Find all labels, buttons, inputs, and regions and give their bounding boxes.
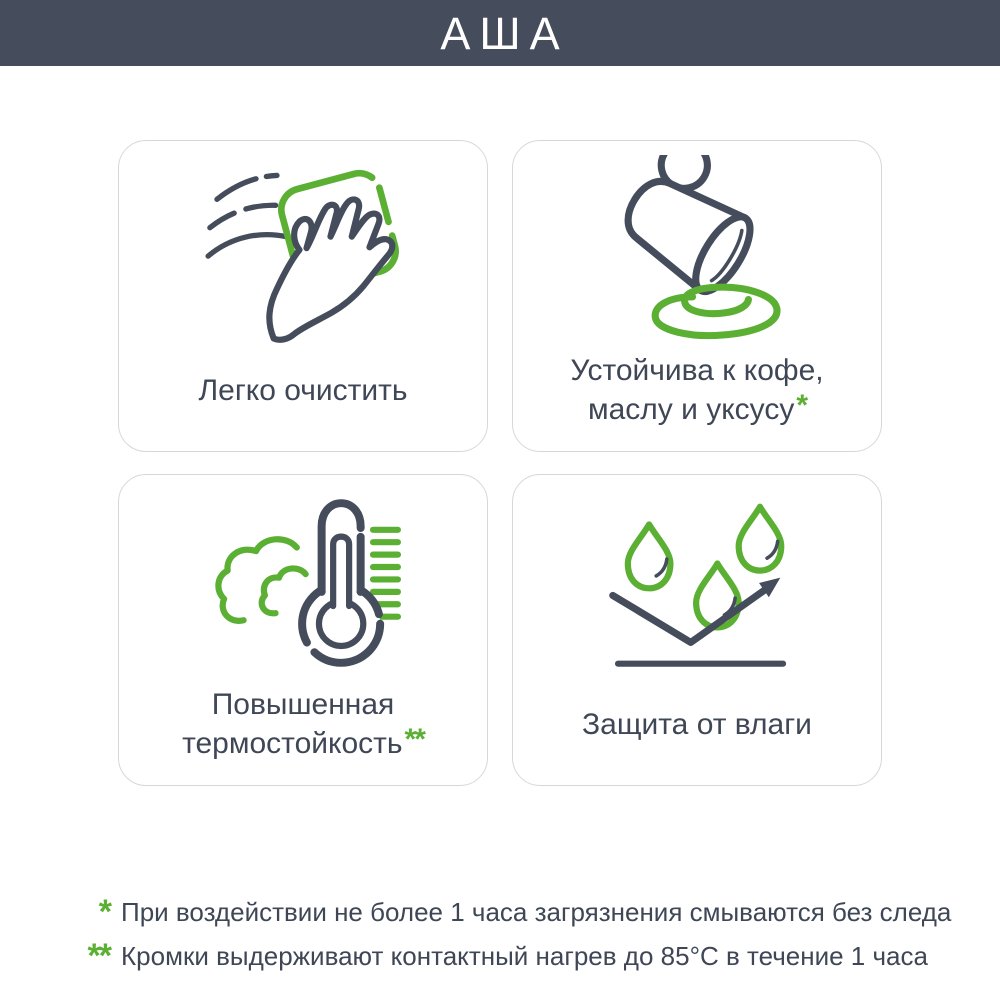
footnote-1-marker: *: [98, 893, 110, 931]
footnote-1-text: При воздействии не более 1 часа загрязнения смываются без следа: [121, 897, 952, 927]
feature-card-easy-clean: [118, 140, 488, 452]
footnote-2: [68, 937, 951, 975]
feature-label-line2: Защита от влаги: [582, 707, 812, 741]
feature-card-heat-resistant: [118, 474, 488, 786]
brand-title: АША: [440, 7, 569, 59]
footnote-marker-ref: **: [404, 723, 424, 756]
feature-label: [119, 337, 487, 443]
feature-label-line2: маслу и уксусу*: [587, 389, 807, 426]
cup-spill-icon: [567, 155, 827, 343]
thermometer-steam-icon: [173, 489, 433, 677]
feature-label: [513, 671, 881, 777]
feature-label-line2: термостойкость**: [182, 723, 424, 760]
water-drops-icon: [567, 489, 827, 677]
footnote-2-text: Кромки выдерживают контактный нагрев до 85°С в течение 1 часа: [121, 941, 928, 971]
feature-label: [119, 671, 487, 777]
footnote-1: [68, 893, 952, 931]
feature-label-line2: Легко очистить: [198, 373, 408, 407]
footnote-2-marker: **: [87, 937, 110, 975]
feature-label-line1: Устойчива к кофе,: [570, 354, 824, 387]
footnotes: [68, 893, 952, 975]
brand-header: [0, 0, 1000, 66]
feature-label: [513, 337, 881, 443]
footnote-marker-ref: *: [796, 389, 807, 422]
feature-label-line1: Повышенная: [211, 688, 395, 721]
wipe-cloth-icon: [173, 155, 433, 343]
feature-card-moisture-protection: [512, 474, 882, 786]
feature-card-stain-resistant: [512, 140, 882, 452]
